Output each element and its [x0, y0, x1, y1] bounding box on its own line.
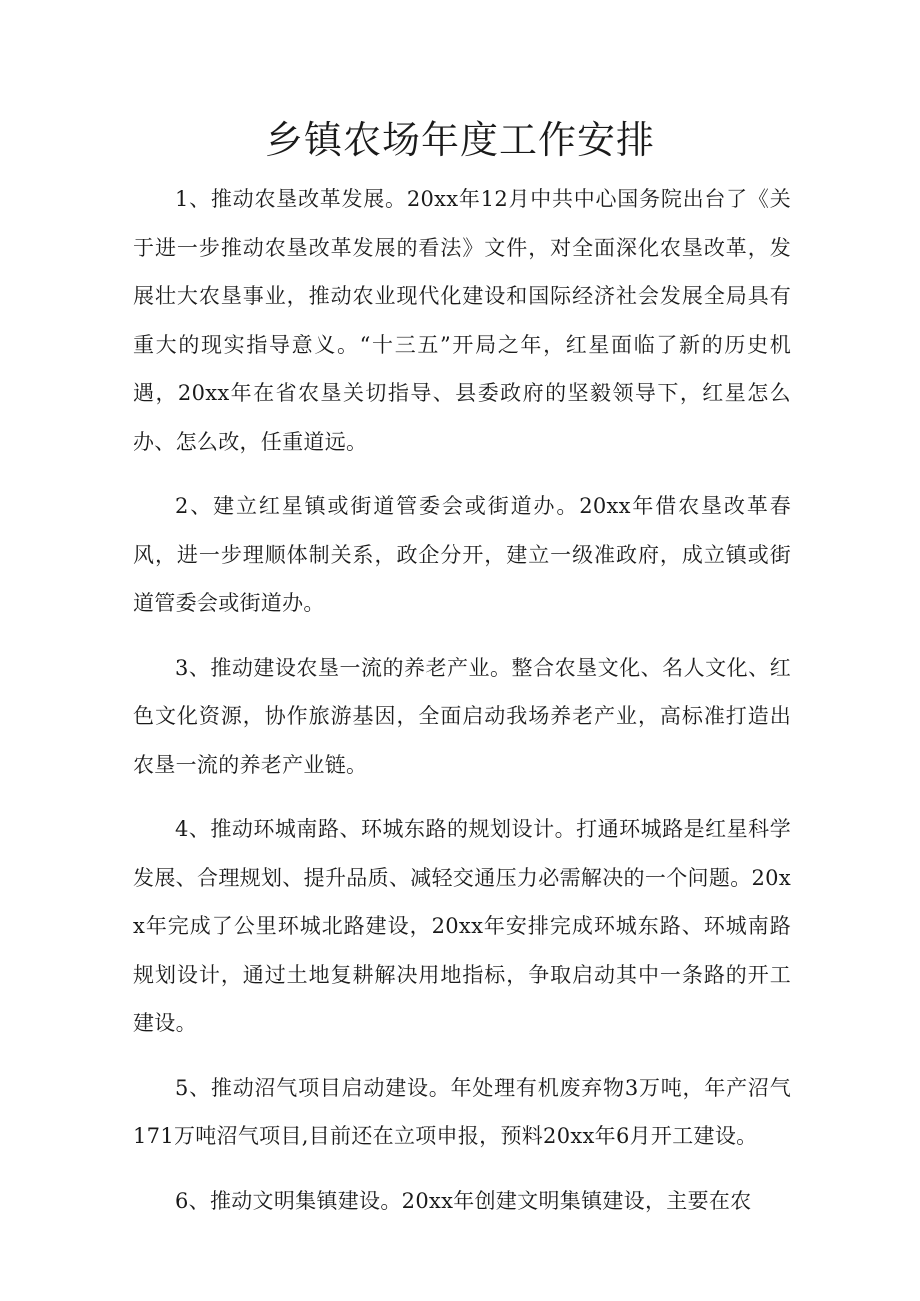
paragraph-1: 1、推动农垦改革发展。20xx年12月中共中心国务院出台了《关于进一步推动农垦改革发展的看法》文件，对全面深化农垦改革，发展壮大农垦事业，推动农业现代化建设和国际经济社会发展全局具有重大的现实指导意义。“十三五”开局之年，红星面临了新的历史机遇，20xx年在省农垦关切指导、县委政府的坚毅领导下，红星怎么办、怎么改，任重道远。 — [133, 187, 791, 454]
paragraph-2: 2、建立红星镇或街道管委会或街道办。20xx年借农垦改革春风，进一步理顺体制关系，政企分开，建立一级准政府，成立镇或街道管委会或街道办。 — [133, 494, 791, 615]
paragraph-5: 5、推动沼气项目启动建设。年处理有机废弃物3万吨，年产沼气171万吨沼气项目,目前还在立项申报，预料20xx年6月开工建设。 — [133, 1075, 791, 1148]
paragraph-3: 3、推动建设农垦一流的养老产业。整合农垦文化、名人文化、红色文化资源，协作旅游基因，全面启动我场养老产业，高标准打造出农垦一流的养老产业链。 — [133, 655, 791, 777]
document-title: 乡镇农场年度工作安排 — [264, 118, 655, 162]
document-body — [133, 175, 791, 1241]
paragraph-4: 4、推动环城南路、环城东路的规划设计。打通环城路是红星科学发展、合理规划、提升品质、减轻交通压力必需解决的一个问题。20xx年完成了公里环城北路建设，20xx年安排完成环城东路、环城南路规划设计，通过土地复耕解决用地指标，争取启动其中一条路的开工建设。 — [133, 817, 791, 1035]
paragraph-6: 6、推动文明集镇建设。20xx年创建文明集镇建设，主要在农 — [175, 1188, 752, 1213]
